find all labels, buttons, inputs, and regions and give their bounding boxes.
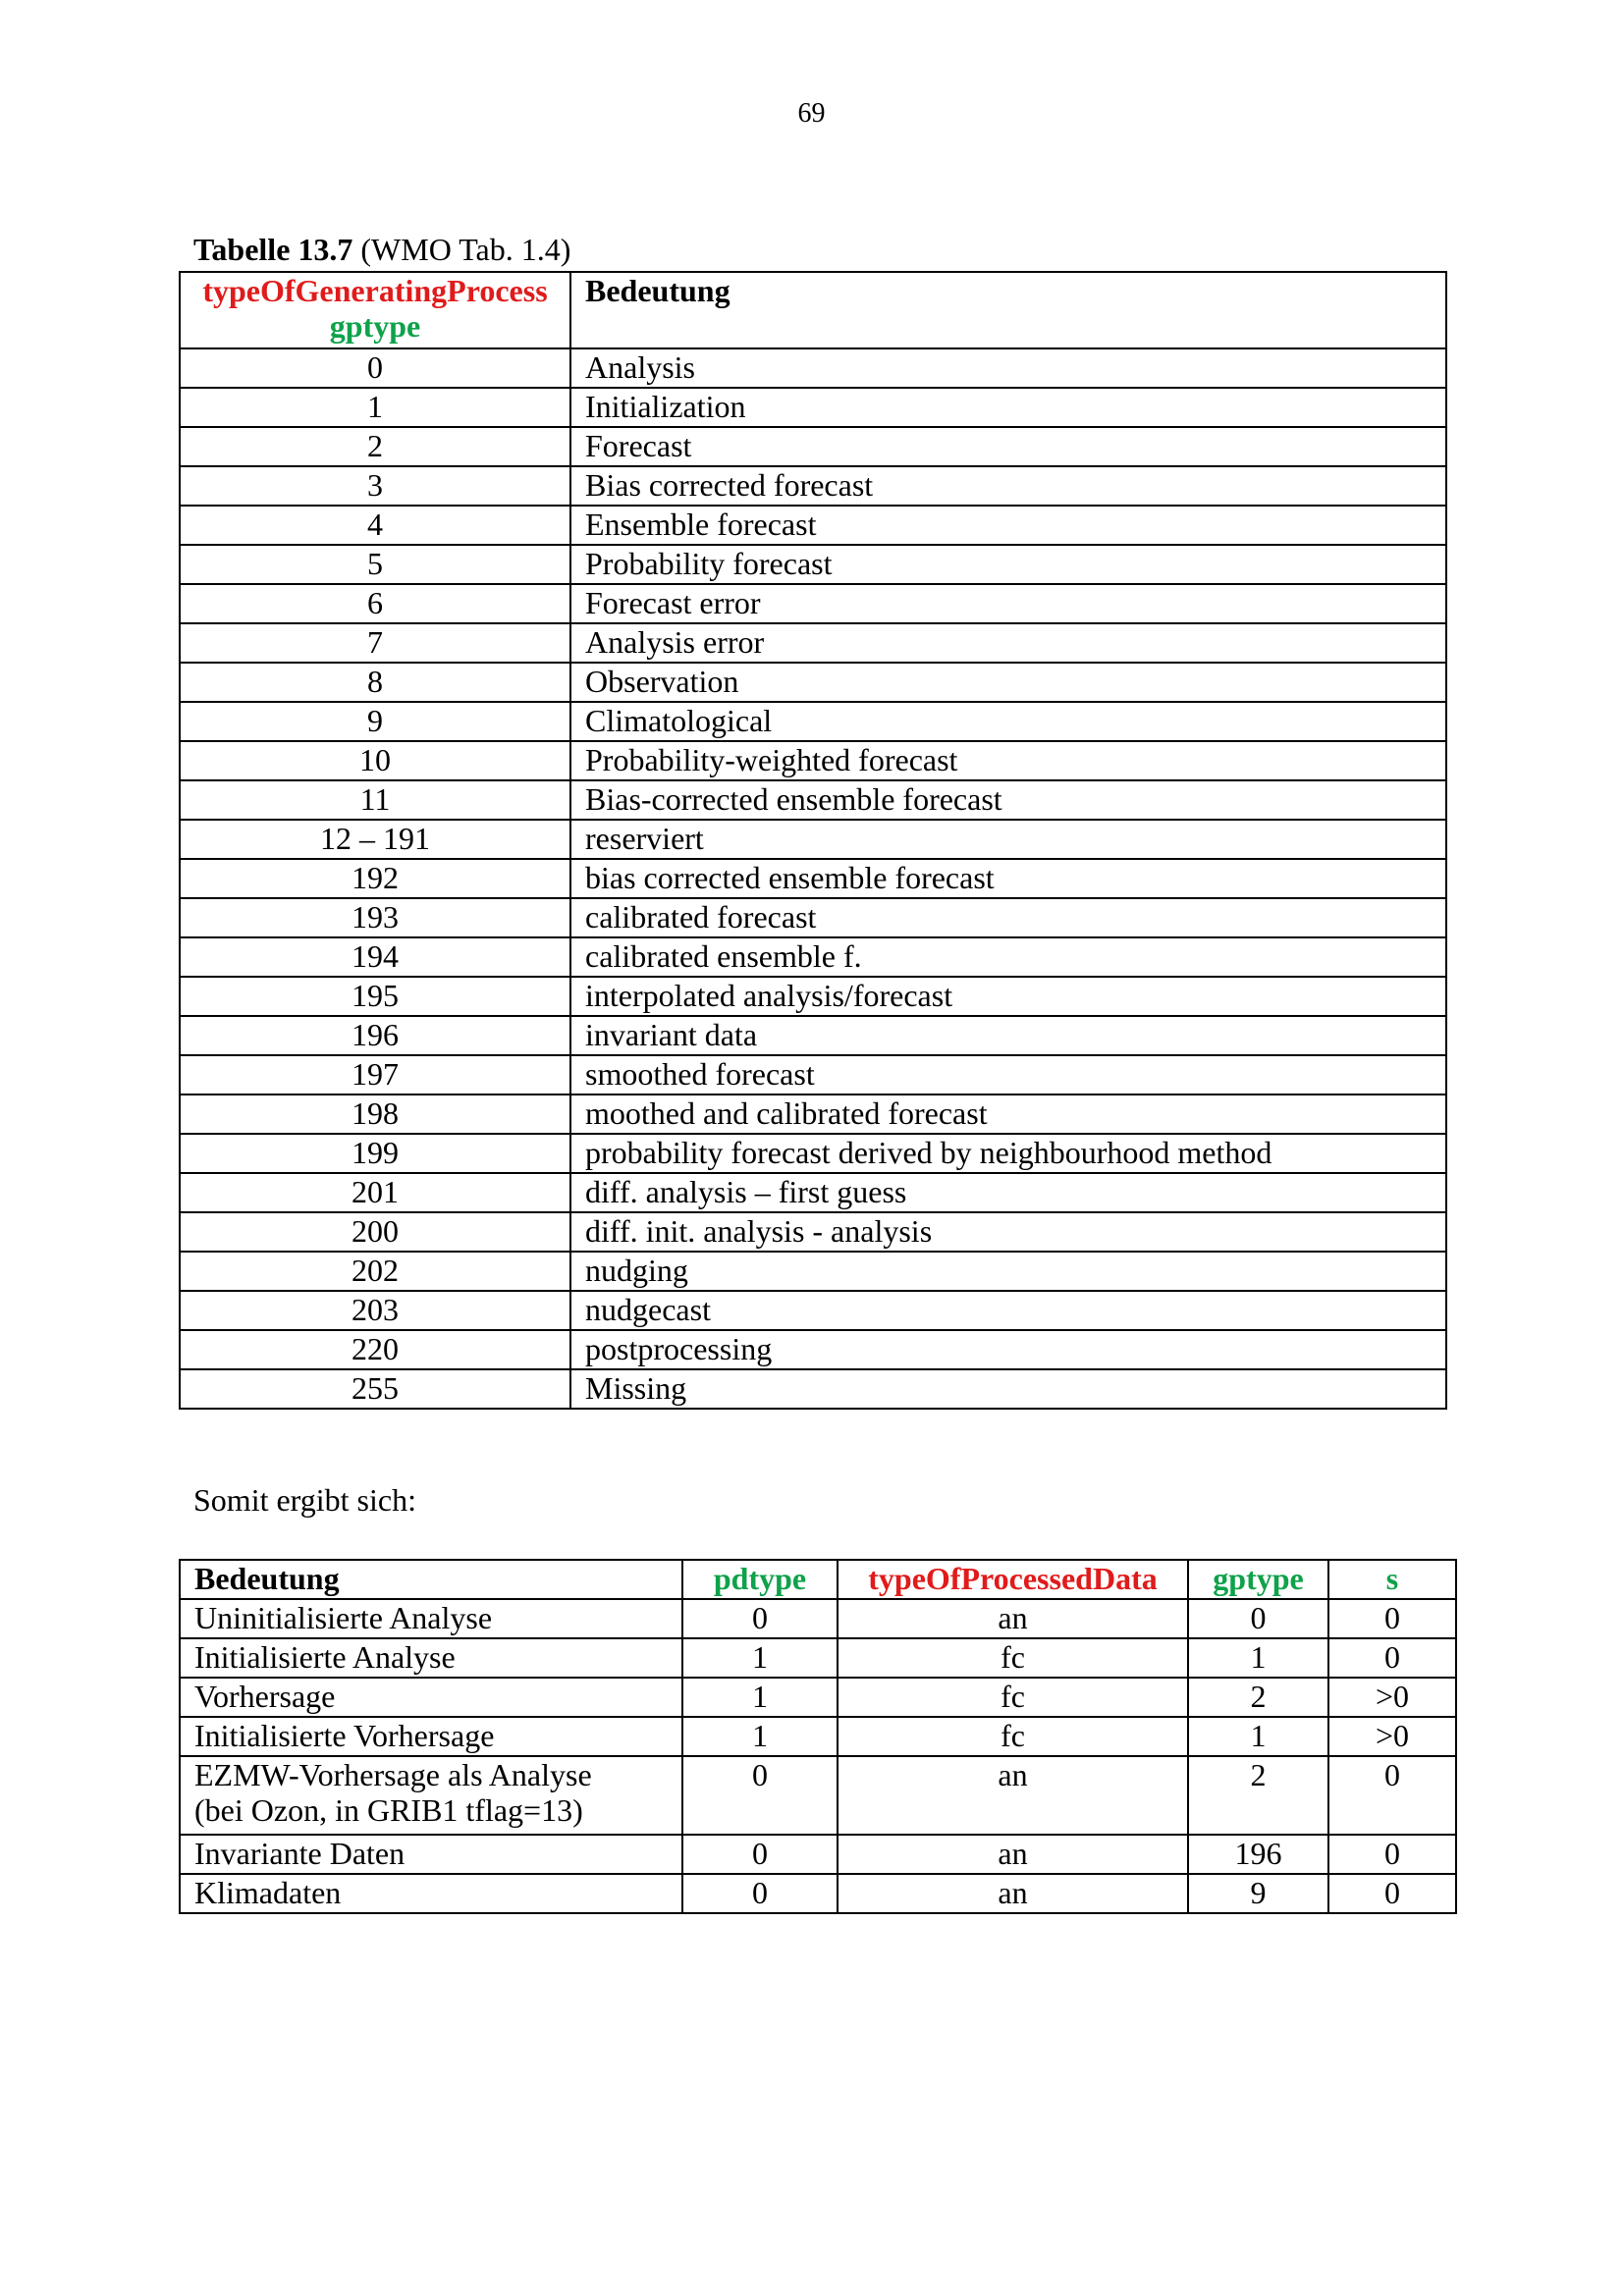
code-cell: 200 [180, 1212, 570, 1252]
summary-meaning-cell [180, 1717, 682, 1756]
table-caption-label: Tabelle 13.7 [193, 232, 353, 267]
summary-typeofprocesseddata-cell: an [838, 1874, 1188, 1913]
summary-meaning-line: Initialisierte Analyse [194, 1639, 456, 1675]
summary-meaning-line: Vorhersage [194, 1679, 336, 1714]
table-row [180, 1252, 1446, 1291]
summary-header-typeofprocesseddata: typeOfProcessedData [838, 1560, 1188, 1599]
summary-s-cell: >0 [1328, 1717, 1456, 1756]
summary-meaning-cell [180, 1835, 682, 1874]
code-cell: 255 [180, 1369, 570, 1409]
summary-row [180, 1835, 1456, 1874]
summary-gptype-cell: 2 [1188, 1678, 1328, 1717]
summary-header-pdtype: pdtype [682, 1560, 838, 1599]
code-cell: 2 [180, 427, 570, 466]
meaning-cell: moothed and calibrated forecast [570, 1095, 1446, 1134]
table-row [180, 780, 1446, 820]
code-cell: 197 [180, 1055, 570, 1095]
meaning-cell: Observation [570, 663, 1446, 702]
table-row [180, 820, 1446, 859]
summary-pdtype-cell: 0 [682, 1599, 838, 1638]
code-cell: 7 [180, 623, 570, 663]
summary-s-cell: 0 [1328, 1835, 1456, 1874]
table-header-row [180, 272, 1446, 348]
summary-meaning-cell [180, 1756, 682, 1835]
meaning-cell: bias corrected ensemble forecast [570, 859, 1446, 898]
code-cell: 1 [180, 388, 570, 427]
table-row [180, 623, 1446, 663]
meaning-cell: Forecast [570, 427, 1446, 466]
table-row [180, 506, 1446, 545]
meaning-cell: nudging [570, 1252, 1446, 1291]
summary-pdtype-cell: 0 [682, 1835, 838, 1874]
code-cell: 198 [180, 1095, 570, 1134]
code-cell: 4 [180, 506, 570, 545]
table-row [180, 1095, 1446, 1134]
meaning-cell: Analysis [570, 348, 1446, 388]
summary-pdtype-cell: 1 [682, 1678, 838, 1717]
header-code-cell [180, 272, 570, 348]
summary-s-cell: 0 [1328, 1756, 1456, 1835]
summary-typeofprocesseddata-cell: an [838, 1835, 1188, 1874]
meaning-cell: calibrated forecast [570, 898, 1446, 937]
meaning-cell: Probability forecast [570, 545, 1446, 584]
meaning-cell: diff. init. analysis - analysis [570, 1212, 1446, 1252]
meaning-cell: Bias-corrected ensemble forecast [570, 780, 1446, 820]
table-row [180, 859, 1446, 898]
meaning-cell: Climatological [570, 702, 1446, 741]
summary-gptype-cell: 196 [1188, 1835, 1328, 1874]
summary-gptype-cell: 1 [1188, 1638, 1328, 1678]
meaning-cell: reserviert [570, 820, 1446, 859]
meaning-cell: nudgecast [570, 1291, 1446, 1330]
table-row [180, 1016, 1446, 1055]
table-caption-ref: (WMO Tab. 1.4) [352, 232, 571, 267]
meaning-cell: Bias corrected forecast [570, 466, 1446, 506]
generating-process-table [179, 271, 1447, 1410]
summary-row [180, 1874, 1456, 1913]
summary-row [180, 1756, 1456, 1835]
intro-text: Somit ergibt sich: [193, 1482, 416, 1518]
summary-pdtype-cell: 0 [682, 1874, 838, 1913]
summary-header-s: s [1328, 1560, 1456, 1599]
table-row [180, 388, 1446, 427]
code-cell: 8 [180, 663, 570, 702]
code-cell: 196 [180, 1016, 570, 1055]
code-cell: 192 [180, 859, 570, 898]
summary-meaning-line: Initialisierte Vorhersage [194, 1718, 495, 1753]
table-row [180, 545, 1446, 584]
page-number: 69 [797, 98, 826, 129]
meaning-cell: probability forecast derived by neighbourhood method [570, 1134, 1446, 1173]
summary-meaning-cell [180, 1874, 682, 1913]
table-row [180, 1369, 1446, 1409]
code-cell: 10 [180, 741, 570, 780]
summary-meaning-cell [180, 1599, 682, 1638]
meaning-cell: Initialization [570, 388, 1446, 427]
table-row [180, 1330, 1446, 1369]
code-cell: 220 [180, 1330, 570, 1369]
table-row [180, 898, 1446, 937]
code-cell: 9 [180, 702, 570, 741]
header-meaning-cell: Bedeutung [570, 272, 1446, 348]
code-cell: 194 [180, 937, 570, 977]
table-row [180, 741, 1446, 780]
meaning-cell: diff. analysis – first guess [570, 1173, 1446, 1212]
meaning-cell: Forecast error [570, 584, 1446, 623]
summary-meaning-cell [180, 1678, 682, 1717]
summary-s-cell: 0 [1328, 1599, 1456, 1638]
summary-s-cell: 0 [1328, 1874, 1456, 1913]
code-cell: 203 [180, 1291, 570, 1330]
table-row [180, 977, 1446, 1016]
summary-gptype-cell: 9 [1188, 1874, 1328, 1913]
summary-typeofprocesseddata-cell: an [838, 1756, 1188, 1835]
table-row [180, 702, 1446, 741]
meaning-cell: smoothed forecast [570, 1055, 1446, 1095]
summary-meaning-line: Uninitialisierte Analyse [194, 1600, 493, 1635]
code-cell: 195 [180, 977, 570, 1016]
code-cell: 193 [180, 898, 570, 937]
meaning-cell: Probability-weighted forecast [570, 741, 1446, 780]
header-code-grib1: gptype [329, 308, 421, 344]
summary-gptype-cell: 2 [1188, 1756, 1328, 1835]
table-row [180, 1055, 1446, 1095]
meaning-cell: Analysis error [570, 623, 1446, 663]
summary-meaning-line: Klimadaten [194, 1875, 342, 1910]
code-cell: 6 [180, 584, 570, 623]
code-cell: 0 [180, 348, 570, 388]
code-cell: 11 [180, 780, 570, 820]
code-cell: 199 [180, 1134, 570, 1173]
summary-row [180, 1599, 1456, 1638]
table-row [180, 1291, 1446, 1330]
header-code-grib2: typeOfGeneratingProcess [202, 273, 548, 308]
summary-meaning-line: (bei Ozon, in GRIB1 tflag=13) [194, 1792, 583, 1828]
summary-pdtype-cell: 1 [682, 1638, 838, 1678]
summary-typeofprocesseddata-cell: fc [838, 1638, 1188, 1678]
meaning-cell: invariant data [570, 1016, 1446, 1055]
summary-typeofprocesseddata-cell: fc [838, 1678, 1188, 1717]
meaning-cell: calibrated ensemble f. [570, 937, 1446, 977]
meaning-cell: interpolated analysis/forecast [570, 977, 1446, 1016]
summary-s-cell: >0 [1328, 1678, 1456, 1717]
table-row [180, 937, 1446, 977]
summary-row [180, 1717, 1456, 1756]
table-row [180, 427, 1446, 466]
summary-gptype-cell: 0 [1188, 1599, 1328, 1638]
code-cell: 5 [180, 545, 570, 584]
summary-header-row [180, 1560, 1456, 1599]
code-cell: 12 – 191 [180, 820, 570, 859]
summary-row [180, 1638, 1456, 1678]
meaning-cell: Ensemble forecast [570, 506, 1446, 545]
summary-meaning-line: EZMW-Vorhersage als Analyse [194, 1757, 592, 1792]
summary-meaning-cell [180, 1638, 682, 1678]
summary-typeofprocesseddata-cell: an [838, 1599, 1188, 1638]
code-cell: 3 [180, 466, 570, 506]
summary-s-cell: 0 [1328, 1638, 1456, 1678]
table-row [180, 663, 1446, 702]
table-row [180, 466, 1446, 506]
summary-table [179, 1559, 1457, 1914]
table-row [180, 584, 1446, 623]
summary-header-gptype: gptype [1188, 1560, 1328, 1599]
summary-pdtype-cell: 1 [682, 1717, 838, 1756]
table-row [180, 1134, 1446, 1173]
summary-meaning-line: Invariante Daten [194, 1836, 406, 1871]
summary-gptype-cell: 1 [1188, 1717, 1328, 1756]
code-cell: 201 [180, 1173, 570, 1212]
table-row [180, 348, 1446, 388]
summary-header-meaning: Bedeutung [180, 1560, 682, 1599]
summary-row [180, 1678, 1456, 1717]
table-row [180, 1173, 1446, 1212]
meaning-cell: postprocessing [570, 1330, 1446, 1369]
meaning-cell: Missing [570, 1369, 1446, 1409]
summary-pdtype-cell: 0 [682, 1756, 838, 1835]
table-caption [193, 232, 570, 267]
table-row [180, 1212, 1446, 1252]
code-cell: 202 [180, 1252, 570, 1291]
summary-typeofprocesseddata-cell: fc [838, 1717, 1188, 1756]
